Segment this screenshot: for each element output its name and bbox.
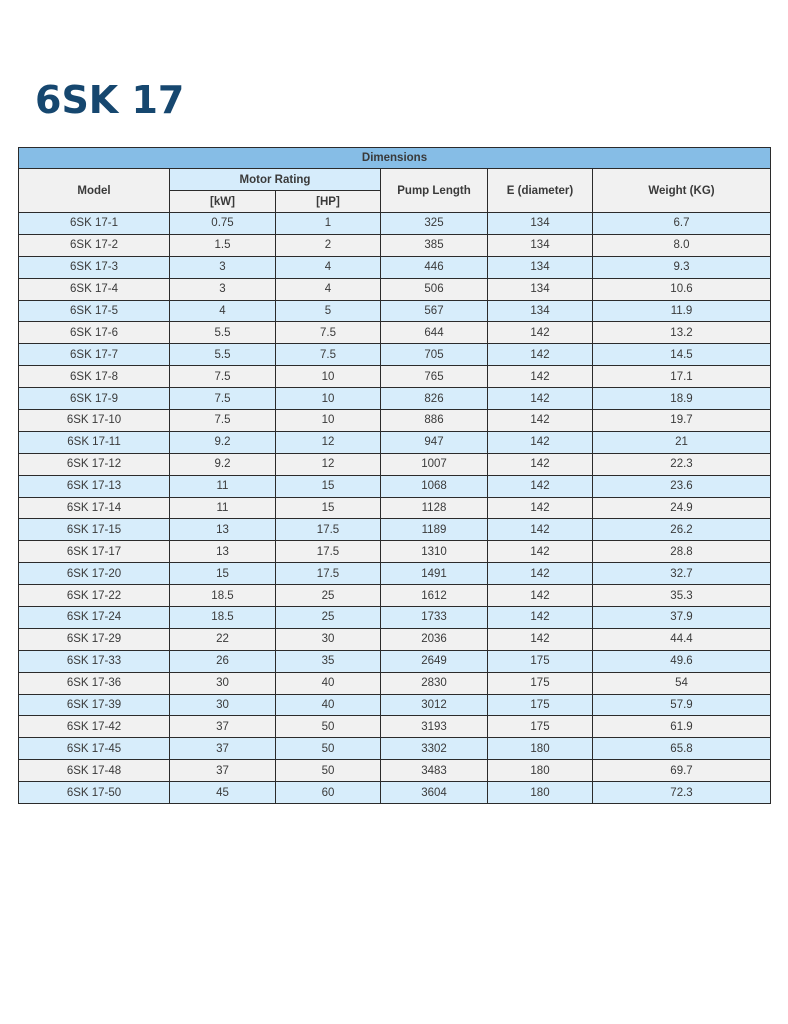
cell-diameter: 142	[488, 585, 593, 607]
cell-weight: 19.7	[593, 410, 771, 432]
cell-diameter: 180	[488, 782, 593, 804]
table-row	[19, 431, 771, 453]
cell-diameter: 142	[488, 541, 593, 563]
cell-diameter: 142	[488, 563, 593, 585]
table-row	[19, 234, 771, 256]
cell-kw: 18.5	[170, 585, 276, 607]
cell-pump-length: 1612	[381, 585, 488, 607]
table-row	[19, 278, 771, 300]
cell-diameter: 142	[488, 475, 593, 497]
cell-pump-length: 3193	[381, 716, 488, 738]
cell-diameter: 142	[488, 519, 593, 541]
cell-kw: 3	[170, 256, 276, 278]
cell-pump-length: 886	[381, 410, 488, 432]
table-row	[19, 388, 771, 410]
cell-diameter: 134	[488, 300, 593, 322]
cell-diameter: 142	[488, 322, 593, 344]
cell-weight: 61.9	[593, 716, 771, 738]
cell-diameter: 175	[488, 650, 593, 672]
table-row	[19, 300, 771, 322]
cell-hp: 5	[276, 300, 381, 322]
cell-diameter: 180	[488, 738, 593, 760]
cell-kw: 37	[170, 716, 276, 738]
cell-diameter: 142	[488, 410, 593, 432]
table-row	[19, 650, 771, 672]
cell-weight: 13.2	[593, 322, 771, 344]
cell-hp: 25	[276, 585, 381, 607]
cell-diameter: 175	[488, 694, 593, 716]
cell-hp: 4	[276, 278, 381, 300]
cell-kw: 30	[170, 672, 276, 694]
cell-weight: 44.4	[593, 628, 771, 650]
cell-hp: 12	[276, 453, 381, 475]
cell-kw: 26	[170, 650, 276, 672]
cell-kw: 11	[170, 497, 276, 519]
table-row	[19, 322, 771, 344]
cell-pump-length: 947	[381, 431, 488, 453]
header-diameter: E (diameter)	[488, 169, 593, 213]
cell-pump-length: 644	[381, 322, 488, 344]
cell-model: 6SK 17-6	[19, 322, 170, 344]
cell-hp: 10	[276, 388, 381, 410]
table-row	[19, 366, 771, 388]
cell-kw: 30	[170, 694, 276, 716]
cell-kw: 5.5	[170, 322, 276, 344]
cell-weight: 26.2	[593, 519, 771, 541]
cell-hp: 12	[276, 431, 381, 453]
cell-kw: 7.5	[170, 388, 276, 410]
cell-pump-length: 1007	[381, 453, 488, 475]
header-pump-length: Pump Length	[381, 169, 488, 213]
header-weight: Weight (KG)	[593, 169, 771, 213]
cell-hp: 4	[276, 256, 381, 278]
cell-diameter: 142	[488, 388, 593, 410]
table-row	[19, 628, 771, 650]
table-row	[19, 541, 771, 563]
cell-model: 6SK 17-48	[19, 760, 170, 782]
cell-hp: 7.5	[276, 322, 381, 344]
cell-diameter: 175	[488, 672, 593, 694]
cell-diameter: 134	[488, 234, 593, 256]
cell-kw: 4	[170, 300, 276, 322]
cell-diameter: 142	[488, 366, 593, 388]
cell-diameter: 134	[488, 256, 593, 278]
page-title: 6SK 17	[35, 78, 185, 122]
cell-hp: 15	[276, 475, 381, 497]
table-row	[19, 694, 771, 716]
cell-diameter: 134	[488, 278, 593, 300]
table-row	[19, 585, 771, 607]
cell-pump-length: 1733	[381, 607, 488, 629]
cell-weight: 10.6	[593, 278, 771, 300]
cell-model: 6SK 17-42	[19, 716, 170, 738]
table-row	[19, 475, 771, 497]
cell-model: 6SK 17-7	[19, 344, 170, 366]
cell-diameter: 142	[488, 453, 593, 475]
cell-diameter: 134	[488, 213, 593, 235]
cell-weight: 18.9	[593, 388, 771, 410]
cell-pump-length: 2036	[381, 628, 488, 650]
cell-weight: 17.1	[593, 366, 771, 388]
cell-pump-length: 3483	[381, 760, 488, 782]
table-row	[19, 672, 771, 694]
cell-weight: 37.9	[593, 607, 771, 629]
cell-pump-length: 506	[381, 278, 488, 300]
cell-weight: 22.3	[593, 453, 771, 475]
cell-hp: 60	[276, 782, 381, 804]
cell-pump-length: 3604	[381, 782, 488, 804]
cell-model: 6SK 17-8	[19, 366, 170, 388]
cell-pump-length: 1189	[381, 519, 488, 541]
cell-weight: 24.9	[593, 497, 771, 519]
cell-kw: 7.5	[170, 366, 276, 388]
cell-diameter: 142	[488, 431, 593, 453]
cell-kw: 37	[170, 760, 276, 782]
cell-pump-length: 446	[381, 256, 488, 278]
cell-model: 6SK 17-1	[19, 213, 170, 235]
cell-model: 6SK 17-33	[19, 650, 170, 672]
cell-pump-length: 765	[381, 366, 488, 388]
table-caption: Dimensions	[19, 148, 771, 169]
cell-diameter: 142	[488, 497, 593, 519]
cell-hp: 40	[276, 672, 381, 694]
table-row	[19, 256, 771, 278]
cell-hp: 50	[276, 760, 381, 782]
cell-hp: 40	[276, 694, 381, 716]
cell-diameter: 175	[488, 716, 593, 738]
cell-model: 6SK 17-11	[19, 431, 170, 453]
cell-hp: 10	[276, 410, 381, 432]
table-row	[19, 497, 771, 519]
cell-model: 6SK 17-20	[19, 563, 170, 585]
cell-pump-length: 2649	[381, 650, 488, 672]
cell-model: 6SK 17-22	[19, 585, 170, 607]
cell-weight: 65.8	[593, 738, 771, 760]
table-row	[19, 716, 771, 738]
cell-kw: 0.75	[170, 213, 276, 235]
table-row	[19, 453, 771, 475]
cell-weight: 57.9	[593, 694, 771, 716]
cell-weight: 69.7	[593, 760, 771, 782]
cell-kw: 11	[170, 475, 276, 497]
cell-weight: 32.7	[593, 563, 771, 585]
header-kw: [kW]	[170, 191, 276, 213]
header-hp: [HP]	[276, 191, 381, 213]
cell-model: 6SK 17-14	[19, 497, 170, 519]
cell-weight: 8.0	[593, 234, 771, 256]
table-row	[19, 738, 771, 760]
cell-weight: 23.6	[593, 475, 771, 497]
cell-kw: 13	[170, 541, 276, 563]
cell-weight: 11.9	[593, 300, 771, 322]
cell-kw: 9.2	[170, 453, 276, 475]
cell-diameter: 142	[488, 344, 593, 366]
cell-pump-length: 826	[381, 388, 488, 410]
cell-weight: 72.3	[593, 782, 771, 804]
cell-pump-length: 567	[381, 300, 488, 322]
dimensions-table	[18, 147, 771, 804]
cell-hp: 1	[276, 213, 381, 235]
table-row	[19, 782, 771, 804]
cell-model: 6SK 17-12	[19, 453, 170, 475]
cell-pump-length: 705	[381, 344, 488, 366]
table-row	[19, 563, 771, 585]
cell-hp: 17.5	[276, 563, 381, 585]
cell-diameter: 180	[488, 760, 593, 782]
cell-weight: 35.3	[593, 585, 771, 607]
table-row	[19, 410, 771, 432]
cell-hp: 10	[276, 366, 381, 388]
cell-model: 6SK 17-45	[19, 738, 170, 760]
cell-hp: 17.5	[276, 519, 381, 541]
cell-pump-length: 385	[381, 234, 488, 256]
cell-weight: 49.6	[593, 650, 771, 672]
table-row	[19, 344, 771, 366]
cell-hp: 2	[276, 234, 381, 256]
cell-pump-length: 325	[381, 213, 488, 235]
cell-kw: 5.5	[170, 344, 276, 366]
cell-hp: 7.5	[276, 344, 381, 366]
cell-model: 6SK 17-2	[19, 234, 170, 256]
cell-pump-length: 1128	[381, 497, 488, 519]
cell-kw: 18.5	[170, 607, 276, 629]
cell-weight: 21	[593, 431, 771, 453]
cell-model: 6SK 17-24	[19, 607, 170, 629]
table-row	[19, 519, 771, 541]
cell-pump-length: 3012	[381, 694, 488, 716]
cell-model: 6SK 17-39	[19, 694, 170, 716]
cell-model: 6SK 17-29	[19, 628, 170, 650]
table-body	[19, 213, 771, 804]
cell-model: 6SK 17-9	[19, 388, 170, 410]
cell-kw: 9.2	[170, 431, 276, 453]
cell-model: 6SK 17-15	[19, 519, 170, 541]
cell-model: 6SK 17-4	[19, 278, 170, 300]
cell-kw: 1.5	[170, 234, 276, 256]
cell-weight: 6.7	[593, 213, 771, 235]
cell-hp: 25	[276, 607, 381, 629]
table-row	[19, 213, 771, 235]
cell-hp: 50	[276, 738, 381, 760]
cell-model: 6SK 17-17	[19, 541, 170, 563]
cell-diameter: 142	[488, 628, 593, 650]
cell-kw: 45	[170, 782, 276, 804]
cell-model: 6SK 17-50	[19, 782, 170, 804]
header-motor-rating: Motor Rating	[170, 169, 381, 191]
cell-kw: 15	[170, 563, 276, 585]
cell-hp: 35	[276, 650, 381, 672]
cell-pump-length: 1310	[381, 541, 488, 563]
cell-kw: 37	[170, 738, 276, 760]
cell-model: 6SK 17-13	[19, 475, 170, 497]
cell-model: 6SK 17-10	[19, 410, 170, 432]
cell-model: 6SK 17-36	[19, 672, 170, 694]
cell-hp: 17.5	[276, 541, 381, 563]
cell-weight: 9.3	[593, 256, 771, 278]
cell-kw: 13	[170, 519, 276, 541]
cell-kw: 3	[170, 278, 276, 300]
cell-hp: 50	[276, 716, 381, 738]
cell-weight: 14.5	[593, 344, 771, 366]
cell-hp: 15	[276, 497, 381, 519]
cell-diameter: 142	[488, 607, 593, 629]
table-row	[19, 607, 771, 629]
cell-pump-length: 3302	[381, 738, 488, 760]
cell-hp: 30	[276, 628, 381, 650]
cell-weight: 28.8	[593, 541, 771, 563]
cell-kw: 7.5	[170, 410, 276, 432]
table-row	[19, 760, 771, 782]
header-model: Model	[19, 169, 170, 213]
cell-kw: 22	[170, 628, 276, 650]
cell-model: 6SK 17-3	[19, 256, 170, 278]
cell-pump-length: 1491	[381, 563, 488, 585]
cell-model: 6SK 17-5	[19, 300, 170, 322]
cell-weight: 54	[593, 672, 771, 694]
cell-pump-length: 2830	[381, 672, 488, 694]
cell-pump-length: 1068	[381, 475, 488, 497]
